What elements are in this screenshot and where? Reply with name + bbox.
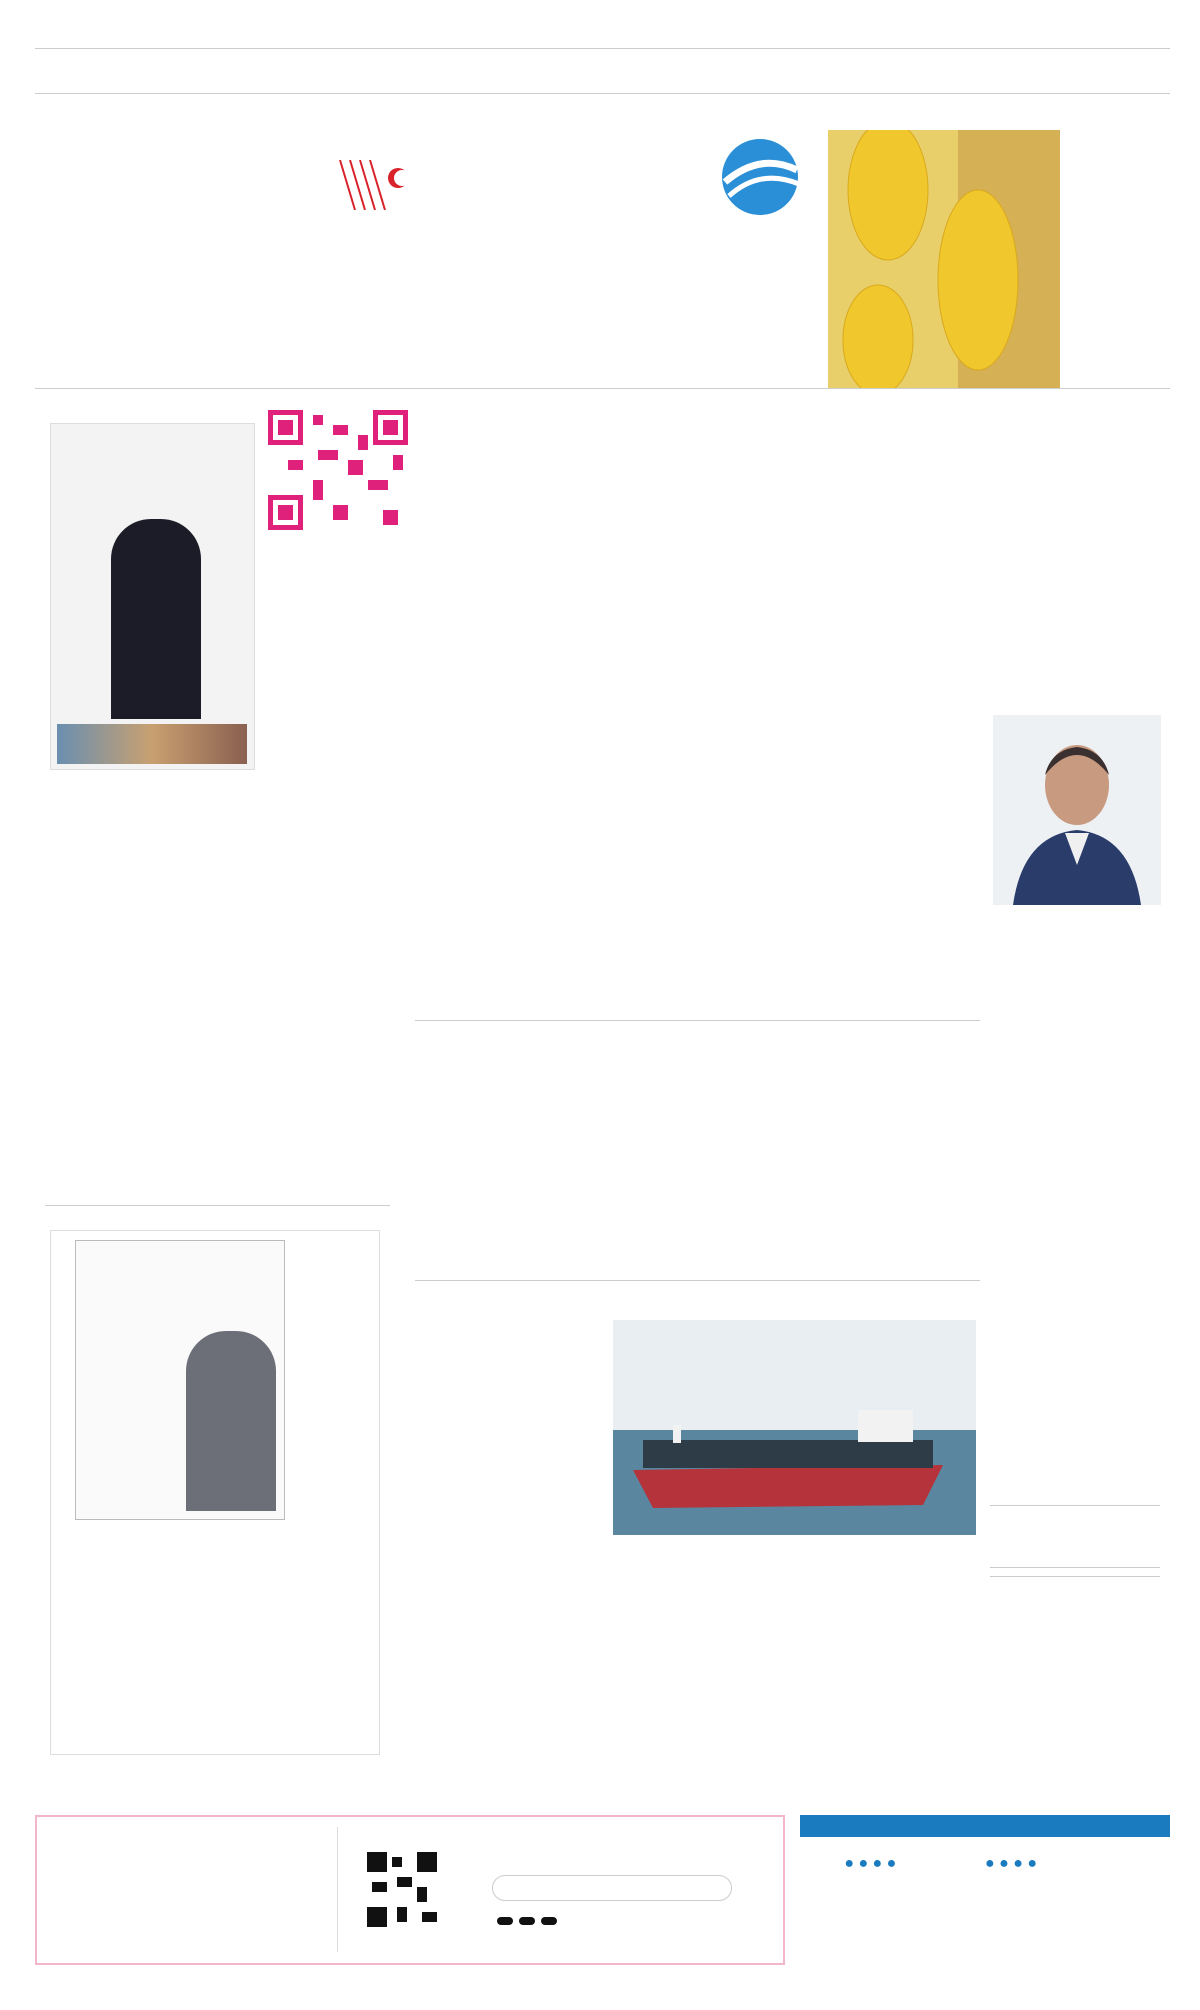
inflation-col-2 [603,1110,778,1270]
divider [415,1280,980,1281]
teblig-body [418,1410,600,1780]
divider [337,1827,338,1952]
cover-portrait [111,519,201,719]
magazine-cover [75,1240,285,1520]
app-store-button[interactable] [519,1917,535,1925]
contact-ekonomi[interactable] [844,1849,896,1873]
corn-headline[interactable] [1065,140,1160,163]
inflation-col-3 [788,1110,968,1270]
barcode-icon [990,1690,1160,1765]
ataturk-quote [60,170,155,172]
iran-body [615,1606,980,1781]
divider [415,1020,980,1021]
social-icons[interactable]: ● ● ● ● [844,1855,897,1872]
inflation-col-1 [418,1110,593,1270]
tanker-ship-photo [613,1320,976,1535]
footer-qr-icon[interactable] [367,1852,437,1927]
imprint-box [990,1525,1160,1584]
divider [990,1505,1160,1506]
social-icons[interactable]: ● ● ● ● [984,1855,1037,1872]
market-ticker [35,48,1170,94]
subscribe-banner[interactable] [35,1815,785,1965]
address [990,1567,1160,1572]
crescent-star-icon [330,160,410,210]
contact-title [800,1815,1170,1837]
footer-abone-url[interactable] [492,1875,732,1901]
contact-box [800,1815,1170,1965]
divider [45,1205,390,1206]
corn-photo [828,130,1060,388]
magazine-title [76,1241,284,1257]
magazine-portrait [186,1331,276,1511]
divider [35,388,1170,389]
contact-ekonomim[interactable] [985,1849,1037,1873]
egazete-button[interactable] [541,1917,557,1925]
price [990,1576,1160,1580]
globe-icon [715,132,805,222]
hafta-promo [290,420,400,1190]
google-play-button[interactable] [497,1917,513,1925]
author-photo [993,715,1161,905]
main-body [603,708,786,1010]
hafta-cover[interactable] [50,423,255,770]
cover-strip [57,724,247,764]
